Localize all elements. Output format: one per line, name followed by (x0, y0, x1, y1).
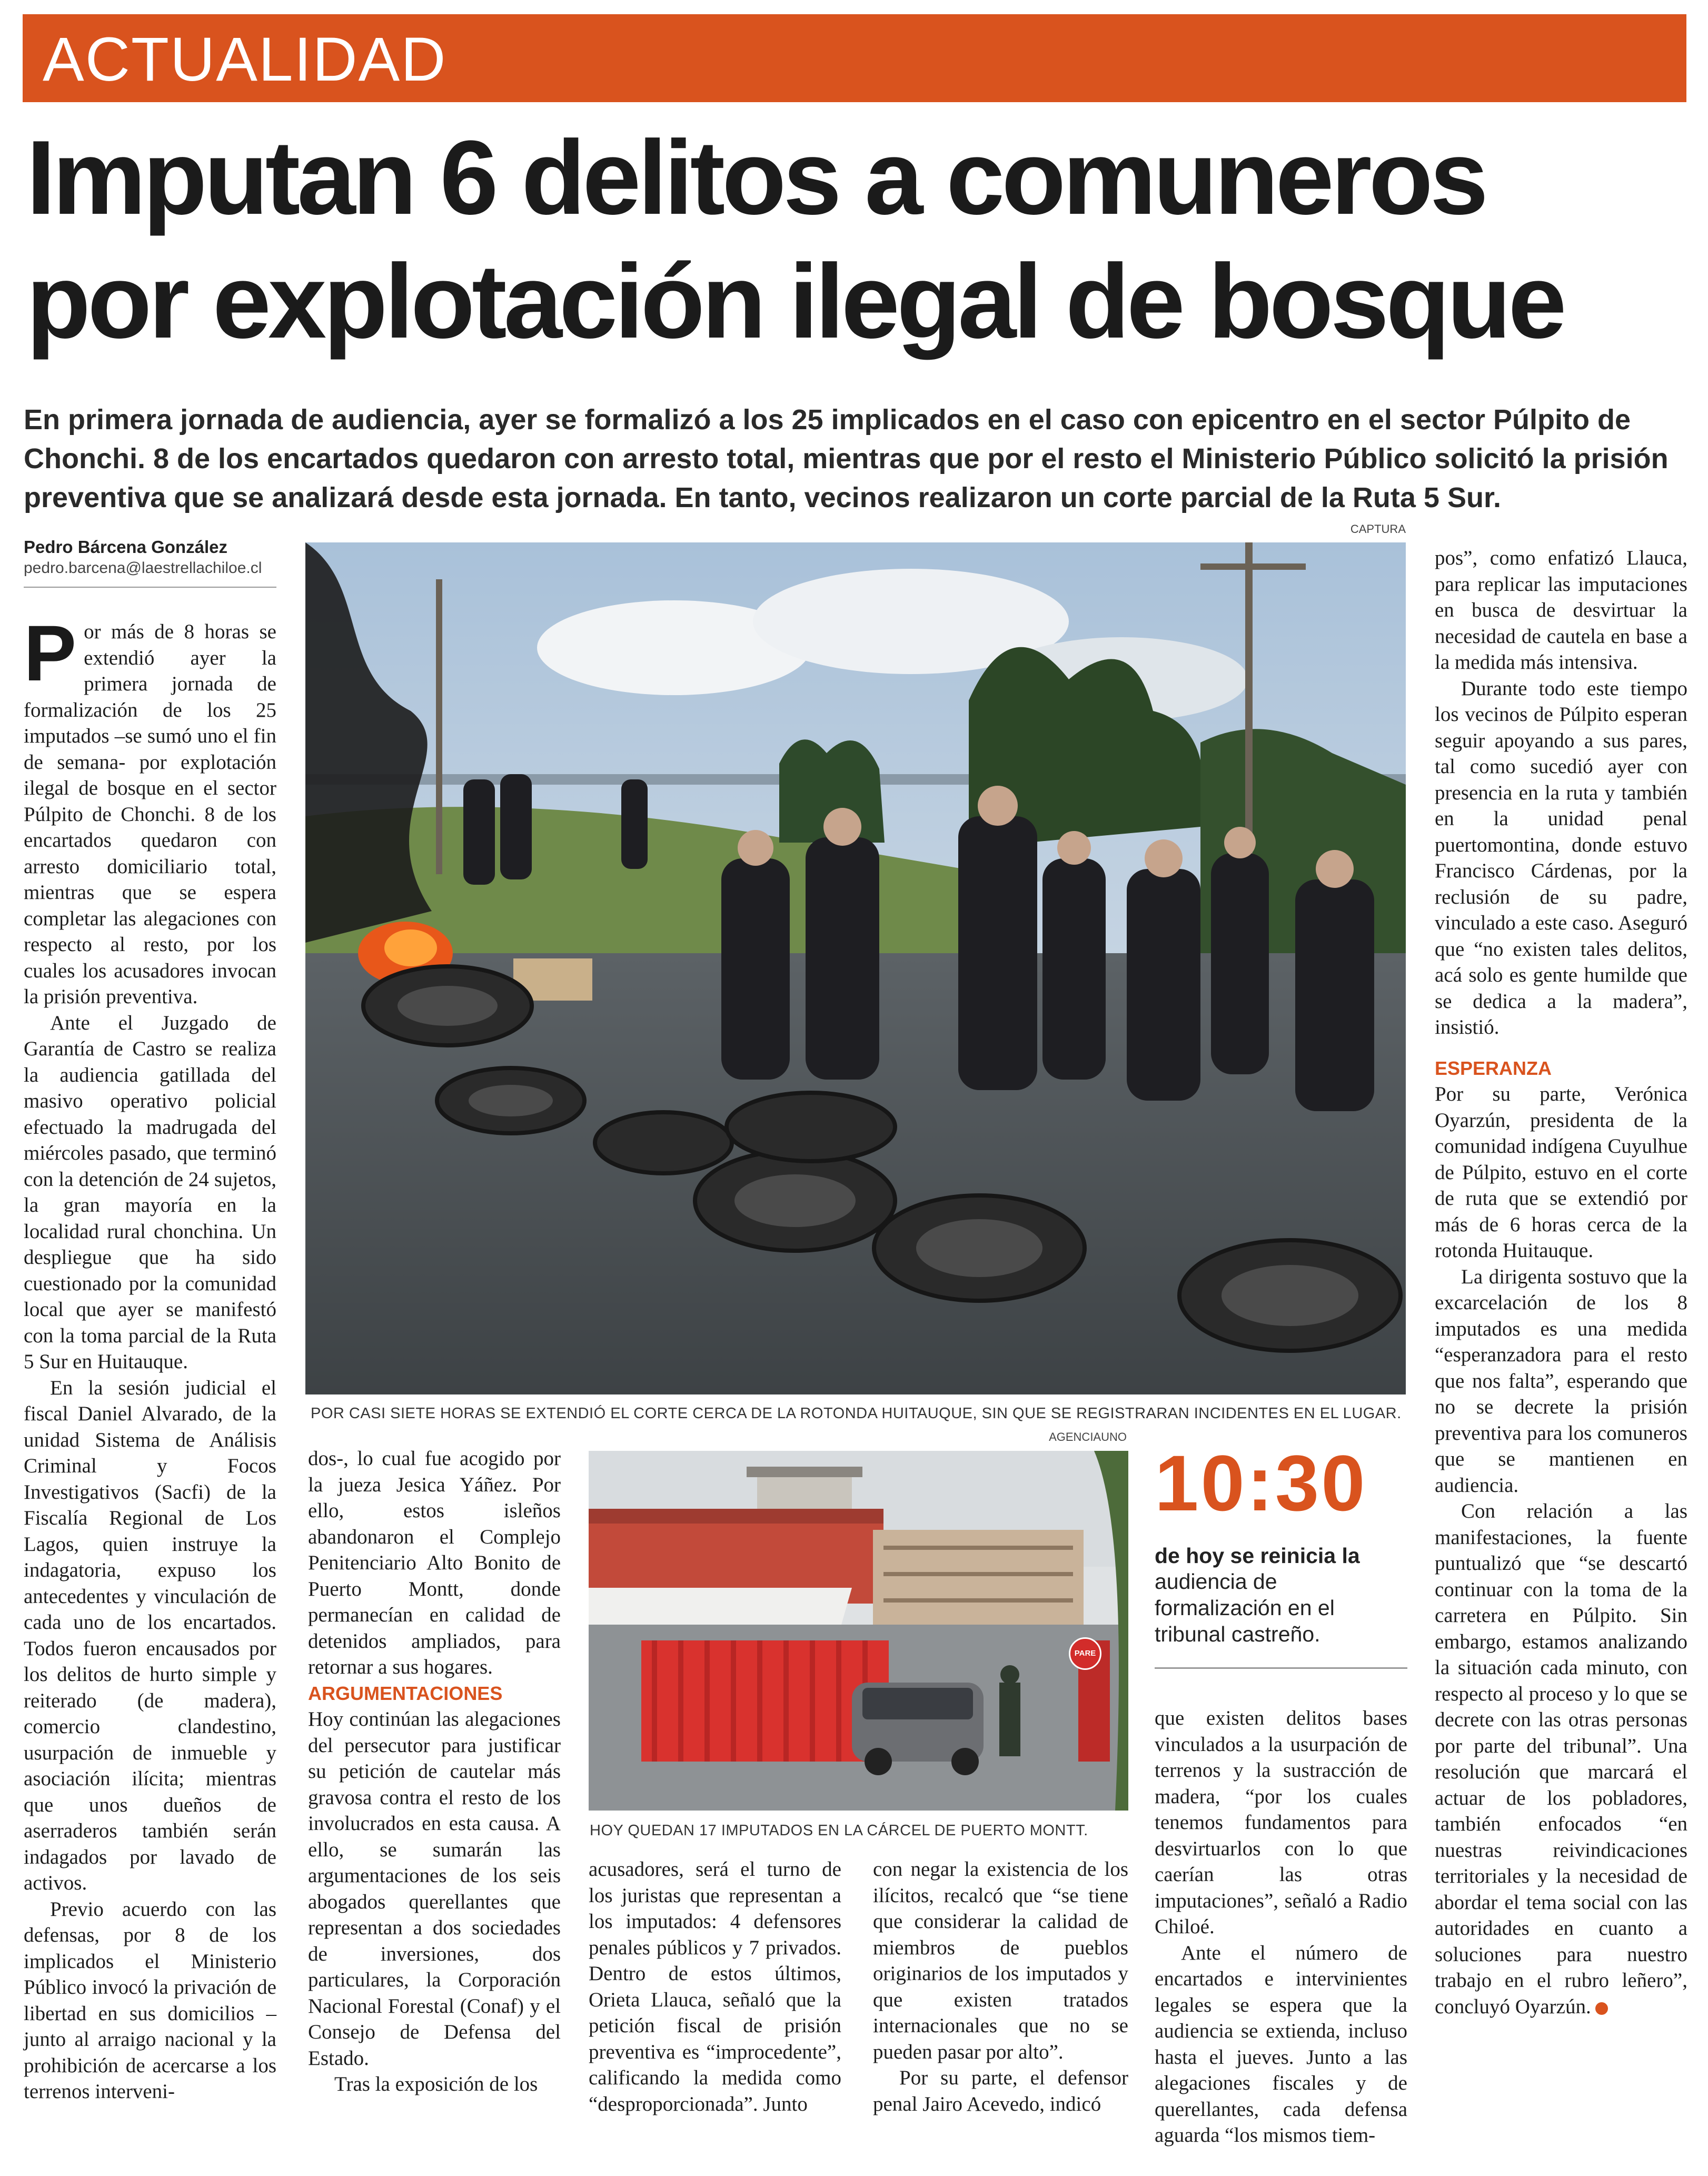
paragraph: En la sesión judicial el fiscal Daniel Alvarado, de la unidad Sistema de Análisis Criminal y Focos Investigativos (Sacfi) de la Fiscalía Regional de Los Lagos, quien instruye la indagatoria, expuso los antecedentes y vinculación de cada uno de los encartados. Todos fueron encausados por los delitos de hurto simple y reiterado (de madera), comercio clandestino, usurpación de inmueble y asociación ilícita; mientras que unos dueños de aserraderos también serán indagados por lavado de activos. (24, 1376, 276, 1894)
paragraph: Ante el Juzgado de Garantía de Castro se realiza la audiencia gatillada del masivo operativo policial efectuado la madrugada del miércoles pasado, que terminó con la detención de 24 sujetos, la gran mayoría en la localidad rural chonchina. Un despliegue que ha sido cuestionado por la comunidad local que ayer se manifestó con la toma parcial de la Ruta 5 Sur en Huitauque. (24, 1011, 276, 1373)
paragraph: Previo acuerdo con las defensas, por 8 de los implicados el Ministerio Público invocó la privación de libertad en sus domicilios –junto al arraigo nacional y la prohibición de acercarse a los terrenos interveni- (24, 1897, 276, 2103)
stop-sign (1069, 1637, 1101, 1670)
article-column-5 (1155, 1705, 1407, 2149)
photo-caption: HOY QUEDAN 17 IMPUTADOS EN LA CÁRCEL DE PUERTO MONTT. (590, 1822, 1088, 1839)
callout-divider (1155, 1667, 1407, 1669)
article-column-4 (873, 1856, 1128, 2117)
paragraph: que existen delitos bases vinculados a la usurpación de terrenos y la sustracción de madera, “por los cuales tenemos fundamentos para desvirtuarlos con lo que caerían las otras imputaciones”, señaló a Radio Chiloé. (1155, 1707, 1407, 1938)
article-column-3 (589, 1856, 841, 2117)
paragraph: La dirigenta sostuvo que la excarcelación de los 8 imputados es una medida “esperanzadora para el resto que nos falta”, esperando que no se decrete la prisión preventiva para los comuneros que se mantienen en audiencia. (1435, 1265, 1687, 1497)
article-column-2 (308, 1446, 561, 2098)
paragraph: dos-, lo cual fue acogido por la jueza Jesica Yáñez. Por ello, estos isleños abandonaron el Complejo Penitenciario Alto Bonito de Puerto Montt, donde permanecían en calidad de detenidos ampliados, para retornar a sus hogares. (308, 1447, 561, 1678)
prison-photo (589, 1451, 1128, 1811)
paragraph: Tras la exposición de los (334, 2073, 538, 2095)
headline-line-2: por explotación ilegal de bosque (26, 243, 1564, 360)
deck: En primera jornada de audiencia, ayer se formalizó a los 25 implicados en el caso con epicentro en el sector Púlpito de Chonchi. 8 de los encartados quedaron con arresto total, mientras que por el resto el Ministerio Público solicitó la prisión preventiva que se analizará desde esta jornada. En tanto, vecinos realizaron un corte parcial de la Ruta 5 Sur. (24, 404, 1669, 513)
subhead-esperanza: ESPERANZA (1435, 1057, 1552, 1079)
blockade-photo (305, 542, 1406, 1394)
paragraph: Por más de 8 horas se extendió ayer la primera jornada de formalización de los 25 imputados –se sumó uno el fin de semana- por explotación ilegal de bosque en el sector Púlpito de Chonchi. 8 de los encartados quedaron con arresto domiciliario total, mientras que se espera completar las alegaciones con respecto al resto, por los cuales los acusadores invocan la prisión preventiva. (24, 609, 276, 1008)
paragraph: con negar la existencia de los ilícitos, recalcó que “se tiene que considerar la calidad de miembros de pueblos originarios de los imputados y que existen tratados internacionales que no se pueden pasar por alto”. (873, 1858, 1128, 2063)
photo-credit: AGENCIAUNO (1049, 1430, 1127, 1443)
article-column-6 (1435, 545, 1687, 2020)
end-of-article-icon (1595, 2002, 1608, 2015)
byline-author: Pedro Bárcena González (24, 537, 227, 557)
paragraph: Por su parte, Verónica Oyarzún, presidenta de la comunidad indígena Cuyulhue de Púlpito, estuvo en el corte de ruta que se extendió por más de 6 horas cerca de la rotonda Huitauque. (1435, 1083, 1687, 1262)
photo-credit: CAPTURA (1350, 522, 1406, 536)
callout-lead: de hoy se reinicia la (1155, 1544, 1360, 1568)
drop-cap: P (24, 609, 77, 697)
time-callout (1155, 1438, 1407, 1669)
paragraph: pos”, como enfatizó Llauca, para replicar las imputaciones en busca de desvirtuar la necesidad de cautela en base a la medida más intensiva. (1435, 547, 1687, 674)
paragraph: acusadores, será el turno de los juristas que representan a los imputados: 4 defensores penales públicos y 7 privados. Dentro de estos últimos, Orieta Llauca, señaló que la petición fiscal de prisión preventiva es “improcedente”, calificando la medida como “desproporcionada”. Junto (589, 1858, 841, 2115)
article-column-1 (24, 609, 276, 2105)
photo-caption: POR CASI SIETE HORAS SE EXTENDIÓ EL CORTE CERCA DE LA ROTONDA HUITAUQUE, SIN QUE SE REGISTRARAN INCIDENTES EN EL LUGAR. (311, 1405, 1402, 1422)
byline-email[interactable]: pedro.barcena@laestrellachiloe.cl (24, 559, 262, 577)
section-bar (23, 14, 1686, 102)
byline (24, 537, 276, 588)
paragraph: Por su parte, el defensor penal Jairo Acevedo, indicó (873, 2066, 1128, 2115)
paragraph: Ante el número de encartados e intervinientes legales se espera que la audiencia se extienda, incluso hasta el jueves. Junto a las alegaciones fiscales y de querellantes, cada defensa aguarda “los mismos tiem- (1155, 1941, 1407, 2147)
headline-line-1: Imputan 6 delitos a comuneros (26, 119, 1486, 236)
stop-sign-label: PARE (1074, 1649, 1096, 1658)
subhead-argumentaciones: ARGUMENTACIONES (308, 1682, 503, 1704)
section-label: ACTUALIDAD (43, 25, 447, 94)
paragraph: Con relación a las manifestaciones, la fuente puntualizó que “se descartó continuar con la toma de la carretera en Púlpito. Sin embargo, estamos analizando la situación cada minuto, con respecto al proceso y lo que se decrete con las otras personas por parte del tribunal”. Una resolución que marcará el actuar de los pobladores, también enfocados “en nuestras reivindicaciones territoriales y la necesidad de abordar el tema social con las autoridades en cuanto a soluciones para nuestro trabajo en el rubro leñero”, concluyó Oyarzún. (1435, 1500, 1687, 2018)
byline-divider (24, 587, 276, 588)
callout-text: audiencia de formalización en el tribunal castreño. (1155, 1569, 1335, 1646)
callout-time: 10:30 (1155, 1439, 1367, 1527)
headline (26, 116, 1690, 363)
paragraph: Hoy continúan las alegaciones del persecutor para justificar su petición de cautelar más gravosa contra el resto de los involucrados en esta causa. A ello, se sumarán las argumentaciones de los seis abogados querellantes que representan a dos sociedades de inversiones, dos particulares, la Corporación Nacional Forestal (Conaf) y el Consejo de Defensa del Estado. (308, 1708, 561, 2070)
paragraph: Durante todo este tiempo los vecinos de Púlpito esperan seguir apoyando a sus pares, tal como sucedió ayer con presencia en la ruta y también en la unidad penal puertomontina, donde estuvo Francisco Cárdenas, por la reclusión de su padre, vinculado a este caso. Aseguró que “no existen tales delitos, acá solo es gente humilde que se dedica a la madera”, insistió. (1435, 677, 1687, 1038)
